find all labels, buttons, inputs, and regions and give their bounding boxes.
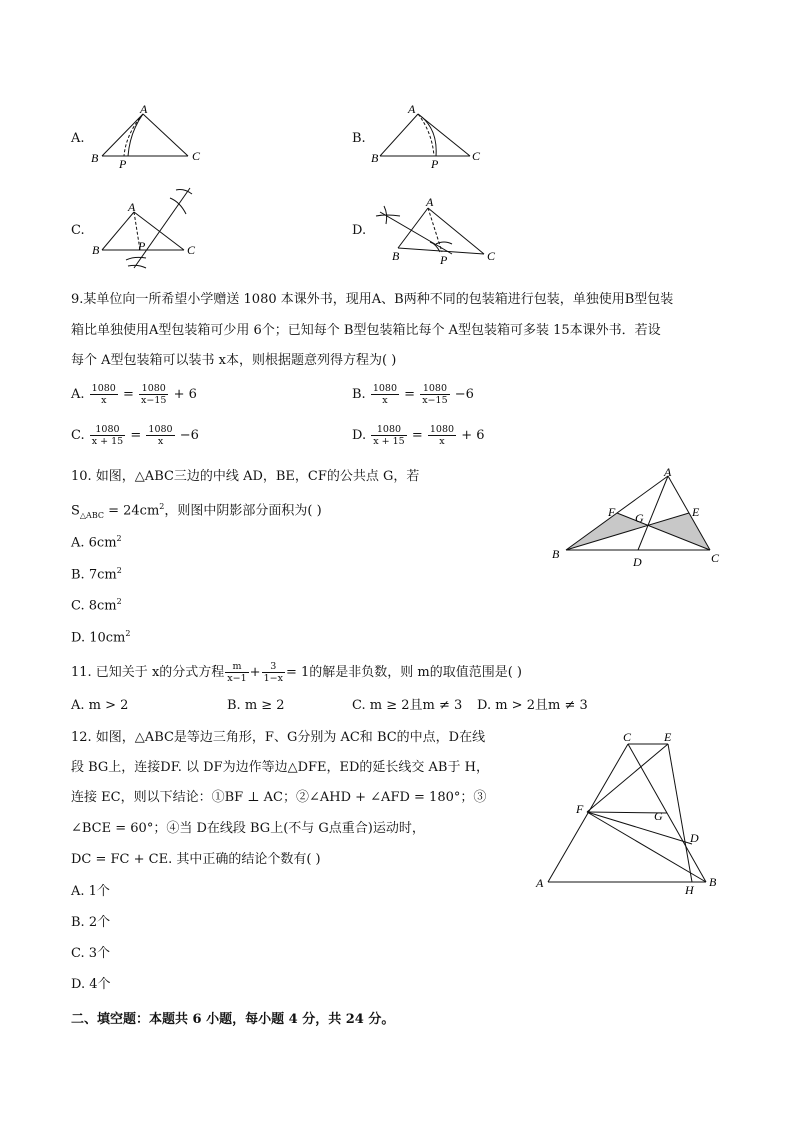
section2-heading: 二、填空题：本题共 6 小题，每小题 4 分，共 24 分。 bbox=[71, 1012, 395, 1027]
q9a-lhs-num: 1080 bbox=[91, 383, 116, 394]
q9-option-d[interactable] bbox=[352, 424, 485, 447]
q8-figure-a bbox=[88, 102, 208, 172]
q9a-rhs-num: 1080 bbox=[139, 383, 168, 395]
q8a-label-p: P bbox=[119, 157, 127, 171]
q10-label-d: D bbox=[633, 555, 642, 569]
q10-area-sup: 2 bbox=[159, 502, 165, 511]
q8-figure-b bbox=[368, 102, 493, 172]
q9b-lhs-num: 1080 bbox=[372, 383, 398, 394]
q10-option-c-sup: 2 bbox=[116, 597, 122, 606]
q9d-frac-rhs bbox=[428, 424, 456, 447]
q9a-rhs-den: x−15 bbox=[141, 395, 167, 406]
q12-option-d[interactable]: D. 4个 bbox=[71, 977, 111, 992]
q8a-label-b: B bbox=[91, 151, 99, 165]
q10-label-e: E bbox=[692, 505, 700, 519]
q9b-lhs-den: x bbox=[382, 395, 388, 406]
q11-frac2-den: 1−x bbox=[263, 673, 283, 684]
q9b-frac-lhs bbox=[371, 383, 399, 406]
q11-frac1-den: x−1 bbox=[227, 673, 247, 684]
q12-label-a: A bbox=[536, 876, 544, 890]
q9c-lhs-den: x + 15 bbox=[91, 436, 124, 447]
q10-option-d-sup: 2 bbox=[125, 629, 131, 638]
q11-option-a[interactable]: A. m > 2 bbox=[71, 698, 129, 713]
q10-s: S bbox=[71, 503, 80, 519]
q12-label-f: F bbox=[576, 802, 584, 816]
q10-label-a: A bbox=[664, 466, 672, 479]
q9c-tail: −6 bbox=[179, 428, 199, 443]
q8b-label-p: P bbox=[431, 157, 439, 171]
q12-label-e: E bbox=[664, 730, 672, 744]
q10-label-b: B bbox=[552, 547, 560, 561]
q10-option-c[interactable] bbox=[71, 593, 122, 615]
q9-option-c-letter: C. bbox=[71, 428, 85, 443]
q9c-equals: = bbox=[130, 428, 142, 443]
q10-option-a-sup: 2 bbox=[116, 534, 122, 543]
q8d-label-b: B bbox=[392, 249, 400, 263]
q8-option-d-label: D. bbox=[352, 223, 367, 238]
q10-s-sub: △ABC bbox=[79, 510, 104, 520]
q12-label-b: B bbox=[709, 875, 717, 889]
q9b-equals: = bbox=[404, 387, 416, 402]
q11-frac2 bbox=[262, 661, 285, 684]
q12-option-b[interactable]: B. 2个 bbox=[71, 915, 111, 930]
q8-option-a-label: A. bbox=[71, 131, 85, 146]
q12-option-a[interactable]: A. 1个 bbox=[71, 884, 110, 899]
q9-option-a-letter: A. bbox=[71, 387, 85, 402]
q12-label-c: C bbox=[623, 730, 632, 744]
q9-option-c[interactable] bbox=[71, 424, 199, 447]
q9-option-b[interactable] bbox=[352, 383, 474, 406]
q9-option-b-letter: B. bbox=[352, 387, 366, 402]
q9a-equals: = bbox=[123, 387, 134, 402]
q9-stem-line1: 9.某单位向一所希望小学赠送 1080 本课外书，现用A、B两种不同的包装箱进行包装，单独使用B型包装 bbox=[71, 292, 674, 307]
q10-option-b-text: B. 7cm bbox=[71, 567, 117, 583]
q9b-tail: −6 bbox=[454, 387, 474, 402]
q8a-label-a: A bbox=[140, 102, 148, 116]
q8b-label-b: B bbox=[371, 151, 379, 165]
q9a-lhs-den: x bbox=[101, 395, 107, 406]
q12-option-c[interactable]: C. 3个 bbox=[71, 946, 111, 961]
q10-option-b-sup: 2 bbox=[116, 566, 122, 575]
q10-stem-line2 bbox=[71, 498, 322, 525]
q12-line4: ∠BCE = 60°；④当 D在线段 BG上(不与 G点重合)运动时， bbox=[71, 821, 425, 836]
q12-figure bbox=[530, 724, 730, 900]
q12-label-d: D bbox=[690, 831, 699, 845]
q8-option-b-label: B. bbox=[352, 131, 366, 146]
q10-label-c: C bbox=[711, 551, 720, 565]
q11-option-d[interactable]: D. m > 2且m ≠ 3 bbox=[477, 698, 588, 713]
q12-line2: 段 BG上，连接DF. 以 DF为边作等边△DFE，ED的延长线交 AB于 H， bbox=[71, 760, 489, 775]
q8c-label-p: P bbox=[138, 239, 146, 253]
q11-option-c[interactable]: C. m ≥ 2且m ≠ 3 bbox=[352, 698, 463, 713]
q8-figure-d bbox=[370, 194, 500, 266]
q8d-label-a: A bbox=[426, 195, 434, 209]
q8-option-c-label: C. bbox=[71, 223, 85, 238]
q10-question: ，则图中阴影部分面积为( ) bbox=[164, 503, 322, 519]
q10-area: = 24cm bbox=[103, 503, 160, 519]
q8b-label-a: A bbox=[408, 102, 416, 116]
q11-frac1 bbox=[225, 661, 248, 684]
q9c-lhs-num: 1080 bbox=[90, 424, 125, 436]
q9d-lhs-den: x + 15 bbox=[373, 436, 405, 447]
q10-stem-line1: 10. 如图，△ABC三边的中线 AD，BE，CF的公共点 G，若 bbox=[71, 469, 420, 484]
q12-line3: 连接 EC，则以下结论：①BF ⊥ AC；②∠AHD + ∠AFD = 180°；③ bbox=[71, 790, 487, 805]
q9b-rhs-den: x−15 bbox=[422, 395, 448, 406]
q9d-equals: = bbox=[411, 428, 423, 443]
q11-stem-a: 11. 已知关于 x的分式方程 bbox=[71, 665, 225, 680]
q9d-frac-lhs bbox=[371, 424, 406, 447]
q11-option-b[interactable]: B. m ≥ 2 bbox=[227, 698, 285, 713]
q9-stem-line3: 每个 A型包装箱可以装书 x本，则根据题意列得方程为( ) bbox=[71, 353, 397, 368]
q10-label-f: F bbox=[608, 505, 616, 519]
q9c-rhs-num: 1080 bbox=[148, 424, 173, 435]
q10-option-b[interactable] bbox=[71, 562, 122, 584]
q9b-rhs-num: 1080 bbox=[420, 383, 449, 395]
q11-stem bbox=[71, 661, 522, 684]
q9c-frac-lhs bbox=[90, 424, 125, 447]
q9a-frac-rhs bbox=[139, 383, 168, 406]
q10-option-d-text: D. 10cm bbox=[71, 630, 126, 646]
q11-frac1-num: m bbox=[225, 661, 248, 673]
q9d-lhs-num: 1080 bbox=[371, 424, 406, 436]
q8a-label-c: C bbox=[192, 149, 201, 163]
q9c-rhs-den: x bbox=[157, 436, 164, 447]
q9-option-d-letter: D. bbox=[352, 428, 367, 443]
q12-line1: 12. 如图，△ABC是等边三角形，F、G分别为 AC和 BC的中点，D在线 bbox=[71, 730, 486, 745]
q9d-rhs-den: x bbox=[439, 436, 445, 447]
q10-shade-right bbox=[648, 513, 710, 550]
q8d-label-p: P bbox=[440, 253, 448, 266]
q9-option-a[interactable] bbox=[71, 383, 197, 406]
q9b-frac-rhs bbox=[420, 383, 449, 406]
q9d-tail: + 6 bbox=[461, 428, 485, 443]
q9a-tail: + 6 bbox=[173, 387, 197, 402]
q9c-frac-rhs bbox=[146, 424, 174, 447]
q8b-label-c: C bbox=[472, 149, 481, 163]
q9a-frac-lhs bbox=[90, 383, 118, 406]
q11-plus: + bbox=[249, 665, 261, 680]
q12-line5: DC = FC + CE. 其中正确的结论个数有( ) bbox=[71, 852, 321, 867]
q10-option-a[interactable] bbox=[71, 530, 122, 552]
q10-option-a-text: A. 6cm bbox=[71, 535, 117, 551]
q10-label-g: G bbox=[635, 511, 644, 525]
q11-stem-b: = 1的解是非负数，则 m的取值范围是( ) bbox=[285, 665, 522, 680]
q12-label-g: G bbox=[654, 809, 663, 823]
q8-figure-c bbox=[88, 184, 213, 276]
q8c-label-c: C bbox=[187, 243, 196, 257]
q8c-label-a: A bbox=[128, 200, 136, 214]
q10-option-d[interactable] bbox=[71, 625, 130, 647]
q10-option-c-text: C. 8cm bbox=[71, 598, 117, 614]
q8d-label-c: C bbox=[487, 249, 496, 263]
q10-figure bbox=[548, 466, 728, 574]
q9-stem-line2: 箱比单独使用A型包装箱可少用 6个；已知每个 B型包装箱比每个 A型包装箱可多装 15本课外书．若设 bbox=[71, 323, 661, 338]
q9d-rhs-num: 1080 bbox=[429, 424, 455, 435]
q12-label-h: H bbox=[685, 883, 694, 897]
q8c-label-b: B bbox=[92, 243, 100, 257]
q11-frac2-num: 3 bbox=[262, 661, 285, 673]
